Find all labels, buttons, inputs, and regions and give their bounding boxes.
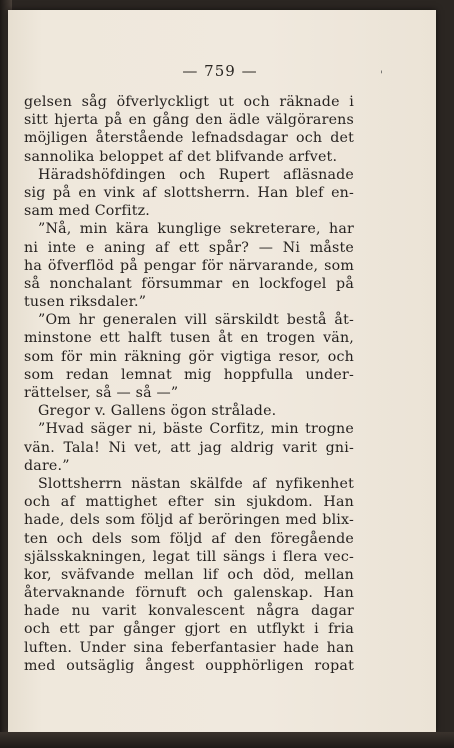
text-line: minstone ett halft tusen åt en trogen vän, (24, 330, 354, 347)
text-line: rättelser, så — så —” (24, 385, 179, 401)
text-line: Slottsherrn nästan skälfde af nyfikenhet (38, 475, 354, 492)
text-line: ni inte e aning af ett spår? — Ni måste (24, 239, 354, 256)
page-number: — 759 — (182, 62, 258, 80)
text-line: luften. Under sina feberfantasier hade han (24, 639, 354, 656)
text-line: med outsäglig ångest oupphörligen ropat (24, 657, 354, 674)
text-line: som redan lemnat mig hoppfulla under- (24, 366, 354, 383)
text-line: så nonchalant försummar en lockfogel på (24, 275, 354, 292)
text-line: och ett par gånger gjort en utflykt i fria (24, 621, 354, 638)
text-line: kor, sväfvande mellan lif och död, mellan (24, 566, 354, 583)
text-line: hade nu varit konvalescent några dagar (24, 603, 354, 620)
text-line: ten och dels som följd af den föregående (24, 530, 354, 547)
text-line: sig på en vink af slottsherrn. Han blef en- (24, 184, 354, 201)
margin-mark: ' (380, 70, 383, 81)
text-line: ”Om hr generalen vill särskildt bestå åt- (38, 312, 354, 329)
text-line: ”Hvad säger ni, bäste Corfitz, min trogne (38, 421, 354, 438)
page-bottom-edge (0, 732, 454, 748)
text-line: som för min räkning gör vigtiga resor, och (24, 348, 354, 365)
text-line: hade, dels som följd af beröringen med blix- (24, 512, 354, 529)
text-line: själsskakningen, legat till sängs i flera vec- (24, 548, 354, 565)
text-line: Gregor v. Gallens ögon strålade. (38, 403, 277, 420)
text-line: tusen riksdaler.” (24, 294, 147, 311)
text-line: återvaknande förnuft och galenskap. Han (24, 585, 354, 602)
text-line: vän. Tala! Ni vet, att jag aldrig varit gni- (24, 439, 354, 456)
text-line: ”Nå, min kära kunglige sekreterare, har (38, 221, 354, 238)
text-line: sam med Corfitz. (24, 203, 150, 220)
text-line: och af mattighet efter sin sjukdom. Han (24, 494, 354, 511)
body-text (24, 93, 354, 675)
text-line: Häradshöfdingen och Rupert afläsnade (38, 166, 354, 183)
text-line: dare.” (24, 457, 70, 474)
text-line: ha öfverflöd på pengar för närvarande, som (24, 257, 354, 274)
text-line: sannolika beloppet af det blifvande arfvet. (24, 148, 338, 165)
text-line: gelsen såg öfverlyckligt ut och räknade i (24, 94, 354, 110)
text-line: möjligen återstående lefnadsdagar och det (24, 130, 354, 147)
text-line: sitt hjerta på en gång den ädle välgörarens (24, 112, 354, 129)
